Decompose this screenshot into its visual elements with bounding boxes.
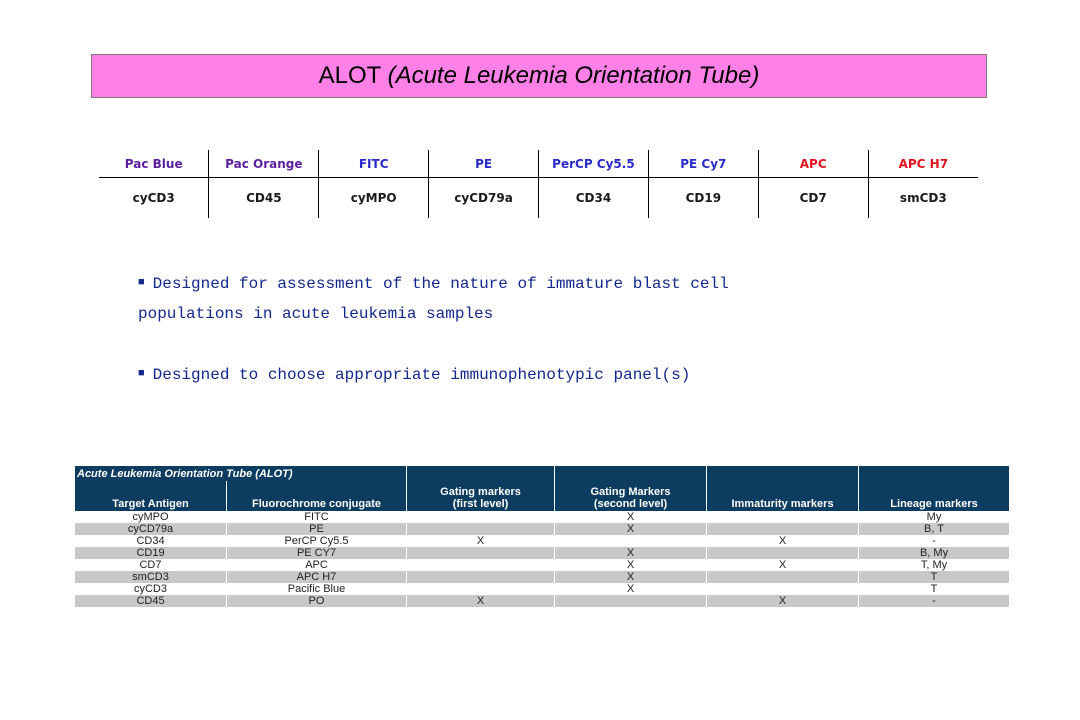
table-cell: X [407,595,555,608]
fluor-header-cell: PerCP Cy5.5 [539,150,649,178]
table-cell: PE CY7 [227,547,407,559]
title-main: ALOT [318,62,388,89]
table-cell [407,559,555,571]
table-cell: T, My [859,559,1010,571]
table-cell: CD19 [75,547,227,559]
table-cell: X [555,523,707,535]
table-row [75,511,1010,523]
square-bullet-icon: ■ [138,368,145,380]
fluor-value-cell: CD7 [758,178,868,219]
fluor-value-cell: cyCD3 [132,191,175,205]
fluor-value-cell: CD34 [539,178,649,219]
table-caption: Acute Leukemia Orientation Tube (ALOT) [75,466,407,481]
table-row [75,523,1010,535]
table-cell: cyCD79a [75,523,227,535]
table-cell: X [555,511,707,523]
table-cell [707,523,859,535]
table-cell: APC H7 [227,571,407,583]
table-cell: PerCP Cy5.5 [227,535,407,547]
table-cell: B, My [859,547,1010,559]
table-cell: X [407,535,555,547]
fluor-value-cell: cyCD79a [429,178,539,219]
table-cell: - [859,535,1010,547]
table-cell [407,547,555,559]
page-title [319,62,760,90]
column-header: Lineage markers [859,481,1010,511]
table-cell: X [555,583,707,595]
table-cell [407,571,555,583]
column-header: Immaturity markers [707,481,859,511]
column-header: Gating markers (first level) [407,481,555,511]
table-row [75,595,1010,608]
bullet-item [138,359,978,390]
table-cell: CD45 [75,595,227,608]
fluor-header-cell: Pac Blue [99,150,209,178]
table-cell: PO [227,595,407,608]
bullet-item-continuation: populations in acute leukemia samples [138,305,494,323]
fluor-value-cell: CD19 [648,178,758,219]
table-cell: X [707,535,859,547]
table-cell: cyCD3 [75,583,227,595]
table-cell [407,523,555,535]
column-header: Target Antigen [75,481,227,511]
table-cell: T [859,583,1010,595]
fluorochrome-header-row [99,150,978,178]
fluor-header-cell: APC H7 [868,150,978,178]
table-cell: - [859,595,1010,608]
table-cell: smCD3 [75,571,227,583]
fluorochrome-table [99,150,978,218]
fluor-value-cell: smCD3 [868,178,978,219]
bullet-text: Designed to choose appropriate immunophenotypic panel(s) [152,366,691,384]
fluor-value-cell: cyMPO [319,178,429,219]
table-cell: cyMPO [75,511,227,523]
table-cell: Pacific Blue [227,583,407,595]
table-cell: CD34 [75,535,227,547]
table-cell: CD7 [75,559,227,571]
table-cell [707,547,859,559]
table-row [75,535,1010,547]
table-cell [407,583,555,595]
fluorochrome-value-row [99,178,978,219]
bullet-list [138,268,978,390]
fluor-header-cell: PE [429,150,539,178]
table-cell [707,511,859,523]
alot-table [74,466,1010,608]
table-row [75,583,1010,595]
square-bullet-icon: ■ [138,277,145,289]
table-cell [707,571,859,583]
alot-caption-row [75,466,1010,481]
table-cell: My [859,511,1010,523]
table-cell: X [555,571,707,583]
bullet-text: Designed for assessment of the nature of immature blast cell [152,275,729,293]
table-cell: X [555,547,707,559]
table-cell [707,583,859,595]
table-row [75,547,1010,559]
table-cell: PE [227,523,407,535]
fluor-header-cell: PE Cy7 [648,150,758,178]
table-cell [555,595,707,608]
table-cell: T [859,571,1010,583]
fluor-header-cell: Pac Orange [209,150,319,178]
table-cell [407,511,555,523]
table-cell: X [707,595,859,608]
fluor-header-cell: FITC [319,150,429,178]
table-cell: X [555,559,707,571]
title-italic: (Acute Leukemia Orientation Tube) [387,62,760,89]
table-cell: FITC [227,511,407,523]
table-row [75,559,1010,571]
column-header: Fluorochrome conjugate [227,481,407,511]
table-cell: B, T [859,523,1010,535]
alot-header-row [75,481,1010,511]
fluor-header-cell: APC [758,150,868,178]
table-cell [555,535,707,547]
title-banner [91,54,987,98]
bullet-item [138,268,978,299]
table-cell: APC [227,559,407,571]
table-row [75,571,1010,583]
column-header: Gating Markers (second level) [555,481,707,511]
table-cell: X [707,559,859,571]
fluor-value-cell: CD45 [209,178,319,219]
